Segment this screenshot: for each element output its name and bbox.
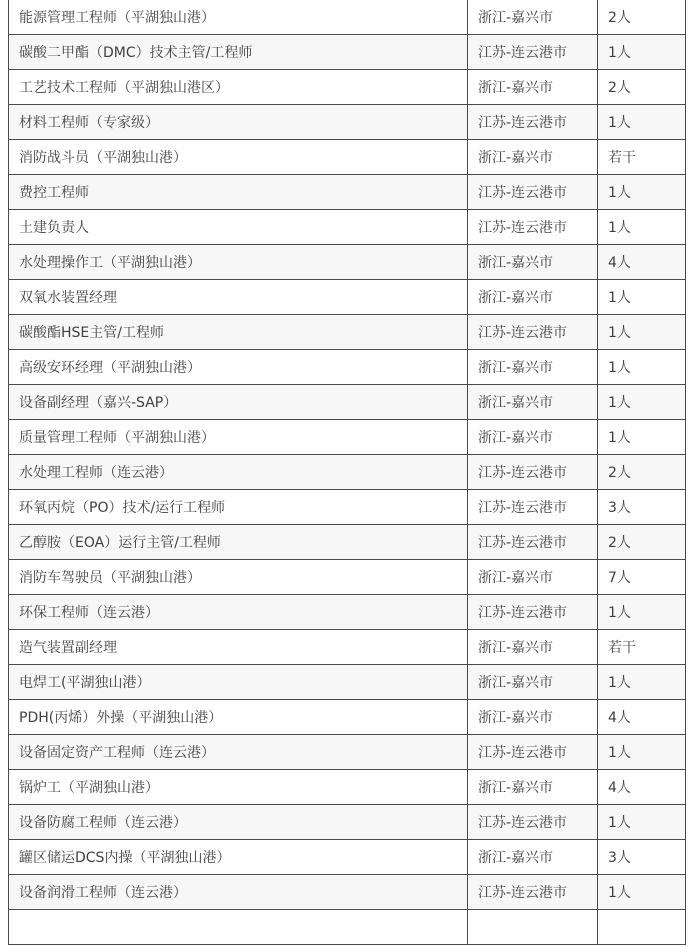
job-count-cell: 1人 <box>598 315 686 350</box>
job-location-cell: 浙江-嘉兴市 <box>468 280 598 315</box>
job-position-cell: 电焊工(平湖独山港） <box>9 665 468 700</box>
job-location-cell: 江苏-连云港市 <box>468 210 598 245</box>
job-location-cell: 浙江-嘉兴市 <box>468 0 598 35</box>
table-row <box>9 0 686 35</box>
job-location-cell: 浙江-嘉兴市 <box>468 420 598 455</box>
job-location-cell: 浙江-嘉兴市 <box>468 665 598 700</box>
job-count-cell: 1人 <box>598 280 686 315</box>
job-position-cell: 能源管理工程师（平湖独山港） <box>9 0 468 35</box>
job-position-cell: 设备副经理（嘉兴-SAP） <box>9 385 468 420</box>
job-location-cell: 江苏-连云港市 <box>468 525 598 560</box>
table-row <box>9 595 686 630</box>
job-count-cell: 1人 <box>598 805 686 840</box>
job-location-cell: 江苏-连云港市 <box>468 490 598 525</box>
table-row <box>9 35 686 70</box>
table-row <box>9 420 686 455</box>
job-position-cell: 罐区储运DCS内操（平湖独山港） <box>9 840 468 875</box>
job-count-cell: 若干 <box>598 630 686 665</box>
job-position-cell: 设备润滑工程师（连云港） <box>9 875 468 910</box>
job-position-cell: 乙醇胺（EOA）运行主管/工程师 <box>9 525 468 560</box>
table-row <box>9 210 686 245</box>
table-row <box>9 700 686 735</box>
job-position-cell: PDH(丙烯）外操（平湖独山港） <box>9 700 468 735</box>
job-location-cell: 江苏-连云港市 <box>468 735 598 770</box>
job-position-cell: 质量管理工程师（平湖独山港） <box>9 420 468 455</box>
job-count-cell: 4人 <box>598 770 686 805</box>
job-location-cell: 浙江-嘉兴市 <box>468 560 598 595</box>
job-count-cell: 2人 <box>598 455 686 490</box>
job-location-cell: 浙江-嘉兴市 <box>468 770 598 805</box>
table-row <box>9 105 686 140</box>
job-position-cell: 材料工程师（专家级） <box>9 105 468 140</box>
job-location-cell <box>468 910 598 945</box>
table-row <box>9 315 686 350</box>
job-position-cell: 锅炉工（平湖独山港） <box>9 770 468 805</box>
table-row <box>9 350 686 385</box>
table-row <box>9 245 686 280</box>
job-count-cell: 1人 <box>598 665 686 700</box>
job-count-cell: 1人 <box>598 175 686 210</box>
job-location-cell: 浙江-嘉兴市 <box>468 385 598 420</box>
job-position-cell: 环保工程师（连云港） <box>9 595 468 630</box>
table-row <box>9 805 686 840</box>
job-position-cell: 土建负责人 <box>9 210 468 245</box>
job-location-cell: 浙江-嘉兴市 <box>468 630 598 665</box>
job-position-cell: 碳酸二甲酯（DMC）技术主管/工程师 <box>9 35 468 70</box>
table-row <box>9 490 686 525</box>
job-location-cell: 江苏-连云港市 <box>468 805 598 840</box>
job-position-cell: 工艺技术工程师（平湖独山港区） <box>9 70 468 105</box>
table-row <box>9 280 686 315</box>
job-location-cell: 江苏-连云港市 <box>468 455 598 490</box>
job-location-cell: 江苏-连云港市 <box>468 175 598 210</box>
table-row <box>9 875 686 910</box>
job-location-cell: 浙江-嘉兴市 <box>468 70 598 105</box>
job-position-cell: 水处理工程师（连云港） <box>9 455 468 490</box>
job-location-cell: 江苏-连云港市 <box>468 35 598 70</box>
job-position-cell: 碳酸酯HSE主管/工程师 <box>9 315 468 350</box>
table-row <box>9 455 686 490</box>
table-row <box>9 385 686 420</box>
table-row <box>9 175 686 210</box>
job-location-cell: 浙江-嘉兴市 <box>468 245 598 280</box>
job-count-cell: 1人 <box>598 210 686 245</box>
job-count-cell: 3人 <box>598 840 686 875</box>
job-count-cell <box>598 910 686 945</box>
table-row <box>9 630 686 665</box>
job-position-cell <box>9 910 468 945</box>
job-location-cell: 江苏-连云港市 <box>468 595 598 630</box>
table-row <box>9 910 686 945</box>
job-position-cell: 双氧水装置经理 <box>9 280 468 315</box>
job-count-cell: 若干 <box>598 140 686 175</box>
job-count-cell: 4人 <box>598 245 686 280</box>
job-rows <box>9 0 686 945</box>
job-position-cell: 高级安环经理（平湖独山港） <box>9 350 468 385</box>
job-position-cell: 消防战斗员（平湖独山港） <box>9 140 468 175</box>
table-row <box>9 525 686 560</box>
job-count-cell: 4人 <box>598 700 686 735</box>
job-location-cell: 浙江-嘉兴市 <box>468 350 598 385</box>
job-count-cell: 2人 <box>598 0 686 35</box>
job-location-cell: 江苏-连云港市 <box>468 315 598 350</box>
job-count-cell: 2人 <box>598 70 686 105</box>
job-count-cell: 3人 <box>598 490 686 525</box>
job-location-cell: 江苏-连云港市 <box>468 105 598 140</box>
job-count-cell: 1人 <box>598 595 686 630</box>
job-count-cell: 1人 <box>598 875 686 910</box>
job-position-cell: 费控工程师 <box>9 175 468 210</box>
job-position-cell: 造气装置副经理 <box>9 630 468 665</box>
table-row <box>9 770 686 805</box>
table-row <box>9 840 686 875</box>
job-count-cell: 1人 <box>598 350 686 385</box>
job-count-cell: 1人 <box>598 385 686 420</box>
job-count-cell: 1人 <box>598 35 686 70</box>
job-count-cell: 1人 <box>598 735 686 770</box>
job-count-cell: 1人 <box>598 105 686 140</box>
job-position-cell: 环氧丙烷（PO）技术/运行工程师 <box>9 490 468 525</box>
job-position-cell: 消防车驾驶员（平湖独山港） <box>9 560 468 595</box>
job-location-cell: 浙江-嘉兴市 <box>468 840 598 875</box>
job-position-cell: 设备防腐工程师（连云港） <box>9 805 468 840</box>
job-location-cell: 浙江-嘉兴市 <box>468 140 598 175</box>
job-count-cell: 7人 <box>598 560 686 595</box>
job-location-cell: 浙江-嘉兴市 <box>468 700 598 735</box>
job-position-cell: 设备固定资产工程师（连云港） <box>9 735 468 770</box>
job-count-cell: 1人 <box>598 420 686 455</box>
table-row <box>9 560 686 595</box>
job-location-cell: 江苏-连云港市 <box>468 875 598 910</box>
table-row <box>9 140 686 175</box>
table-row <box>9 735 686 770</box>
job-count-cell: 2人 <box>598 525 686 560</box>
job-position-cell: 水处理操作工（平湖独山港） <box>9 245 468 280</box>
table-row <box>9 70 686 105</box>
job-openings-table <box>8 0 686 945</box>
table-row <box>9 665 686 700</box>
